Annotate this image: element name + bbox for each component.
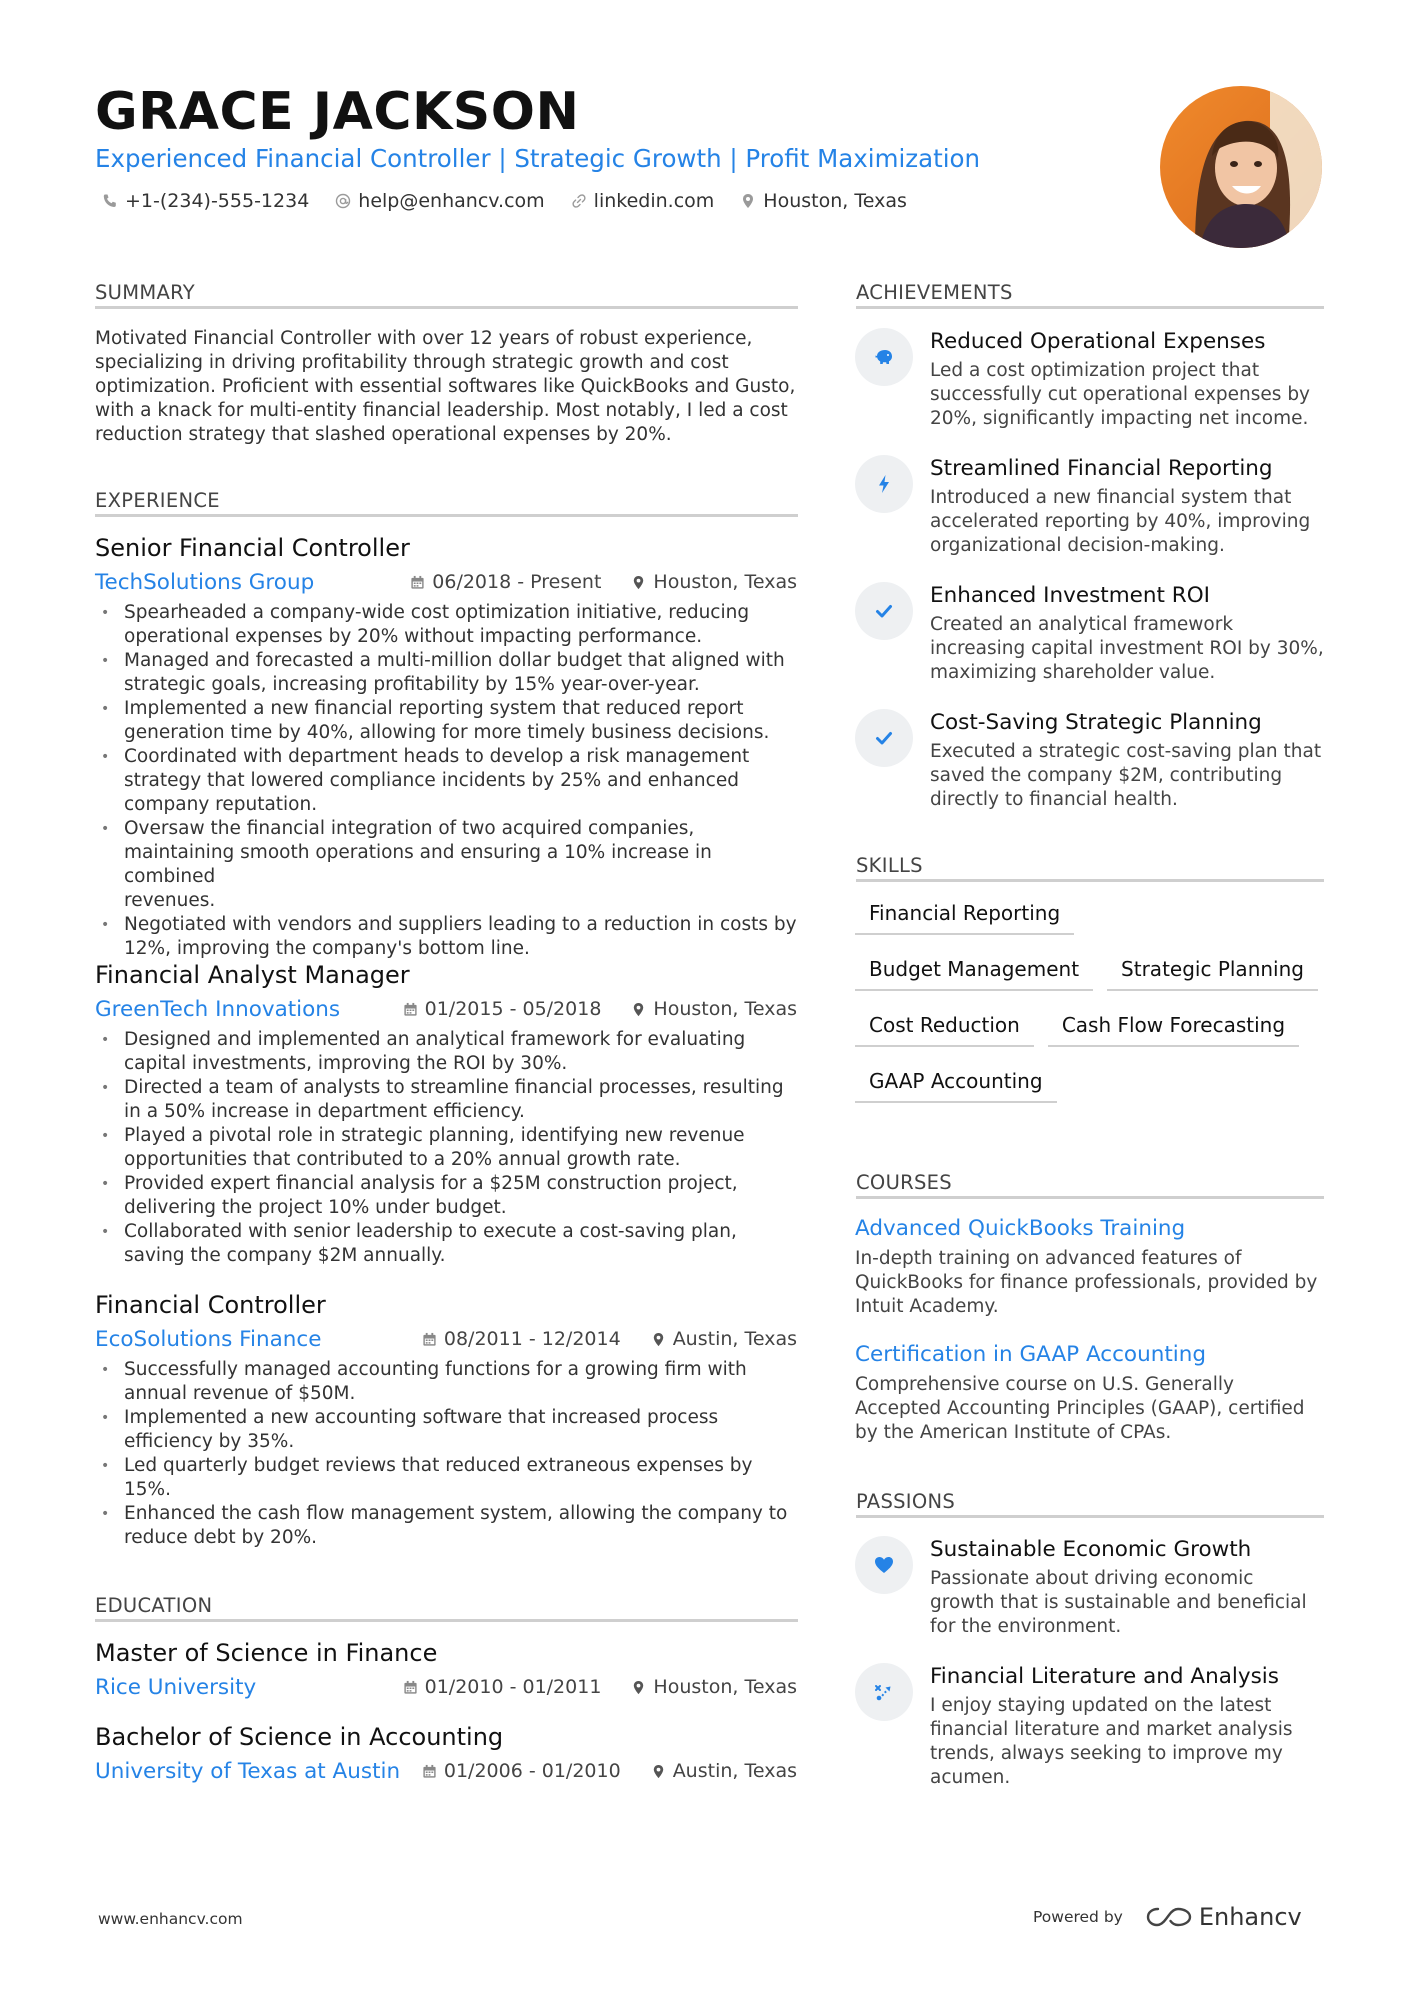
education-location [631, 1676, 797, 1698]
achievement-title: Enhanced Investment ROI [930, 583, 1210, 608]
phone-icon [102, 193, 118, 209]
bullet-item: • Designed and implemented an analytical framework for evaluating capital investments, improving the ROI by 30%. [95, 1028, 797, 1076]
passion-title: Financial Literature and Analysis [930, 1664, 1279, 1689]
experience-entry [95, 960, 797, 1268]
calendar-icon [422, 1332, 437, 1347]
location-text: Houston, Texas [653, 998, 797, 1020]
skill-tag: Cost Reduction [855, 1007, 1034, 1047]
job-title: Financial Analyst Manager [95, 961, 410, 989]
job-title: Financial Controller [95, 1291, 326, 1319]
location-text: Austin, Texas [672, 1328, 797, 1350]
footer-branding [1033, 1903, 1302, 1931]
bullet-item: • Managed and forecasted a multi-million dollar budget that aligned with strategic goals, increasing profitability by 15% year-over-year. [95, 649, 797, 697]
calendar-icon [403, 1680, 418, 1695]
company-name[interactable]: GreenTech Innovations [95, 996, 341, 1022]
at-icon [335, 193, 351, 209]
passion-title: Sustainable Economic Growth [930, 1537, 1252, 1562]
location-pin-icon [631, 1002, 646, 1017]
achievement-description: Executed a strategic cost-saving plan that saved the company $2M, contributing directly to financial health. [930, 741, 1322, 810]
job-dates [422, 1328, 621, 1350]
achievement-description: Introduced a new financial system that accelerated reporting by 40%, improving organizational decision-making. [930, 487, 1311, 556]
achievements-divider [856, 306, 1324, 309]
skills-divider [856, 879, 1324, 882]
bullet-item: • Enhanced the cash flow management system, allowing the company to reduce debt by 20%. [95, 1502, 797, 1550]
calendar-icon [410, 575, 425, 590]
job-location [651, 1328, 797, 1350]
profile-photo [1160, 86, 1322, 248]
summary-line: specializing in driving profitability through strategic growth and cost [95, 352, 729, 373]
location-pin-icon [740, 193, 756, 209]
location-text: Houston, Texas [763, 190, 907, 212]
passions-divider [856, 1515, 1324, 1518]
date-range: 01/2010 - 01/2011 [424, 1676, 602, 1698]
contact-linkedin[interactable] [571, 190, 715, 212]
heart-icon [873, 1554, 895, 1576]
checkmark-icon [873, 727, 895, 749]
bullet-item: • Provided expert financial analysis for a $25M construction project, delivering the project 10% under budget. [95, 1172, 797, 1220]
date-range: 08/2011 - 12/2014 [443, 1328, 621, 1350]
skills-heading: SKILLS [856, 854, 923, 877]
course-title[interactable]: Certification in GAAP Accounting [855, 1342, 1207, 1367]
location-text: Houston, Texas [653, 1676, 797, 1698]
course-description: Comprehensive course on U.S. Generally Accepted Accounting Principles (GAAP), certified by the American Institute of CPAs. [855, 1374, 1305, 1443]
experience-entry [95, 1290, 797, 1550]
education-heading: EDUCATION [95, 1594, 213, 1617]
job-title: Senior Financial Controller [95, 534, 410, 562]
courses-divider [856, 1196, 1324, 1199]
responsibility-list [95, 1358, 797, 1550]
skill-tag: Cash Flow Forecasting [1048, 1007, 1299, 1047]
bullet-item: • Implemented a new accounting software that increased process efficiency by 35%. [95, 1406, 797, 1454]
skill-tag: Strategic Planning [1107, 951, 1318, 991]
school-name[interactable]: University of Texas at Austin [95, 1758, 401, 1784]
skills-list [855, 895, 1325, 1119]
skill-tag: GAAP Accounting [855, 1063, 1057, 1103]
bullet-item: • Coordinated with department heads to develop a risk management strategy that lowered compliance incidents by 25% and enhanced company reputation. [95, 745, 797, 817]
enhancv-logo-icon [1145, 1904, 1193, 1930]
job-dates [410, 571, 601, 593]
experience-heading: EXPERIENCE [95, 489, 220, 512]
school-name[interactable]: Rice University [95, 1674, 257, 1700]
courses-heading: COURSES [856, 1171, 952, 1194]
contact-email[interactable] [335, 190, 544, 212]
bullet-item: • Led quarterly budget reviews that reduced extraneous expenses by 15%. [95, 1454, 797, 1502]
passion-description: I enjoy staying updated on the latest financial literature and market analysis trends, always seeking to improve my acumen. [930, 1695, 1293, 1788]
education-entry [95, 1638, 797, 1702]
experience-divider [95, 514, 798, 517]
location-pin-icon [631, 575, 646, 590]
education-entry [95, 1722, 797, 1786]
education-dates [403, 1676, 602, 1698]
bullet-item: • Collaborated with senior leadership to execute a cost-saving plan, saving the company $2M annually. [95, 1220, 797, 1268]
contact-bar [102, 190, 907, 212]
powered-by-label: Powered by [1033, 1908, 1123, 1926]
piggy-bank-icon [873, 346, 895, 368]
link-icon [571, 193, 587, 209]
responsibility-list [95, 601, 797, 961]
lightning-icon [873, 473, 895, 495]
education-dates [422, 1760, 621, 1782]
candidate-name: GRACE JACKSON [95, 82, 580, 142]
course-item [855, 1341, 1325, 1445]
date-range: 06/2018 - Present [432, 571, 602, 593]
summary-line: with a knack for multi-entity financial leadership. Most notably, I led a cost [95, 400, 788, 421]
bullet-item: • Directed a team of analysts to streamline financial processes, resulting in a 50% increase in department efficiency. [95, 1076, 797, 1124]
summary-heading: SUMMARY [95, 281, 195, 304]
passion-description: Passionate about driving economic growth that is sustainable and beneficial for the environment. [930, 1568, 1307, 1637]
email-address: help@enhancv.com [358, 190, 545, 212]
strategy-icon [873, 1681, 895, 1703]
bullet-item: • Spearheaded a company-wide cost optimization initiative, reducing operational expenses by 20% without impacting performance. [95, 601, 797, 649]
date-range: 01/2006 - 01/2010 [443, 1760, 621, 1782]
contact-location [740, 190, 907, 212]
summary-divider [95, 306, 798, 309]
achievement-description: Led a cost optimization project that successfully cut operational expenses by 20%, significantly impacting net income. [930, 360, 1311, 429]
course-item [855, 1215, 1325, 1319]
bullet-item: • Implemented a new financial reporting system that reduced report generation time by 40%, allowing for more timely business decisions. [95, 697, 797, 745]
phone-number: +1-(234)-555-1234 [125, 190, 310, 212]
checkmark-icon [873, 600, 895, 622]
education-location [651, 1760, 797, 1782]
location-text: Austin, Texas [672, 1760, 797, 1782]
brand-logo[interactable] [1145, 1903, 1302, 1931]
skill-tag: Financial Reporting [855, 895, 1074, 935]
passions-heading: PASSIONS [856, 1490, 956, 1513]
responsibility-list [95, 1028, 797, 1268]
achievement-description: Created an analytical framework increasing capital investment ROI by 30%, maximizing shareholder value. [930, 614, 1324, 683]
degree-title: Bachelor of Science in Accounting [95, 1723, 504, 1751]
brand-name: Enhancv [1198, 1903, 1302, 1931]
headline: Experienced Financial Controller | Strategic Growth | Profit Maximization [95, 144, 981, 173]
course-title[interactable]: Advanced QuickBooks Training [855, 1216, 1186, 1241]
summary-line: Motivated Financial Controller with over 12 years of robust experience, [95, 328, 753, 349]
calendar-icon [422, 1764, 437, 1779]
job-dates [403, 998, 602, 1020]
company-name[interactable]: EcoSolutions Finance [95, 1326, 322, 1352]
achievement-title: Reduced Operational Expenses [930, 329, 1266, 354]
company-name[interactable]: TechSolutions Group [95, 569, 315, 595]
calendar-icon [403, 1002, 418, 1017]
contact-phone[interactable] [102, 190, 309, 212]
location-pin-icon [651, 1332, 666, 1347]
job-location [631, 998, 797, 1020]
location-pin-icon [631, 1680, 646, 1695]
footer-website[interactable]: www.enhancv.com [98, 1910, 243, 1928]
education-divider [95, 1619, 798, 1622]
course-description: In-depth training on advanced features of QuickBooks for finance professionals, provided by Intuit Academy. [855, 1248, 1318, 1317]
linkedin-url: linkedin.com [593, 190, 715, 212]
location-text: Houston, Texas [653, 571, 797, 593]
bullet-item: • Negotiated with vendors and suppliers leading to a reduction in costs by 12%, improving the company's bottom line. [95, 913, 797, 961]
experience-entry [95, 533, 797, 961]
skill-tag: Budget Management [855, 951, 1093, 991]
bullet-item: • Oversaw the financial integration of two acquired companies, maintaining smooth operations and ensuring a 10% increase in combined revenues. [95, 817, 797, 913]
achievements-heading: ACHIEVEMENTS [856, 281, 1013, 304]
date-range: 01/2015 - 05/2018 [424, 998, 602, 1020]
bullet-item: • Successfully managed accounting functions for a growing firm with annual revenue of $50M. [95, 1358, 797, 1406]
summary-line: reduction strategy that slashed operational expenses by 20%. [95, 424, 672, 445]
achievement-title: Cost-Saving Strategic Planning [930, 710, 1262, 735]
degree-title: Master of Science in Finance [95, 1639, 438, 1667]
summary-text [95, 327, 797, 447]
achievement-title: Streamlined Financial Reporting [930, 456, 1273, 481]
job-location [631, 571, 797, 593]
summary-line: optimization. Proficient with essential softwares like QuickBooks and Gusto, [95, 376, 796, 397]
location-pin-icon [651, 1764, 666, 1779]
bullet-item: • Played a pivotal role in strategic planning, identifying new revenue opportunities that contributed to a 20% annual growth rate. [95, 1124, 797, 1172]
